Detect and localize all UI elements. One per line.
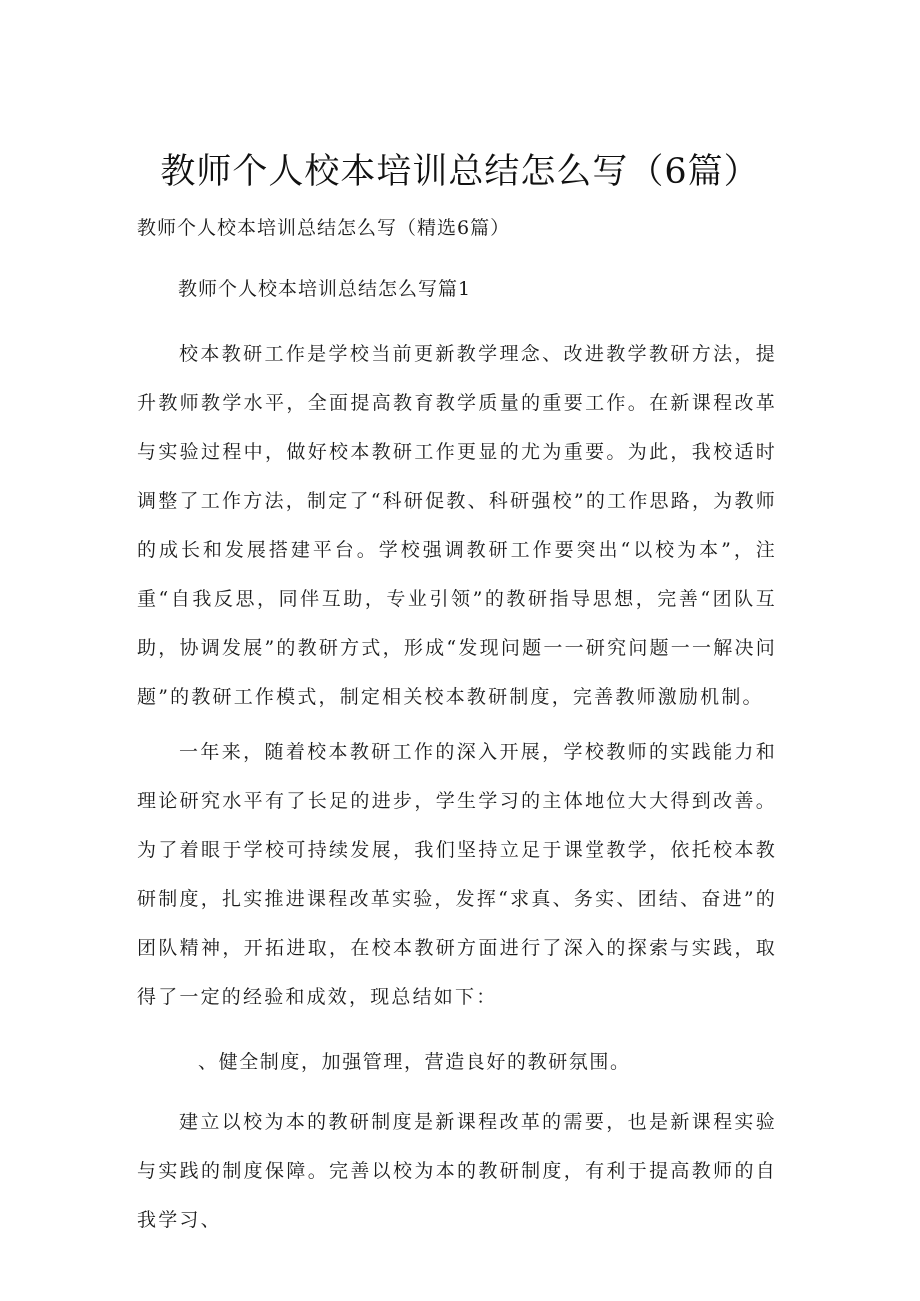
paragraph-2: 一年来，随着校本教研工作的深入开展，学校教师的实践能力和理论研究水平有了长足的进步，学生学习的主体地位大大得到改善。为了着眼于学校可持续发展，我们坚持立足于课堂教学，依托校本教研制度，扎实推进课程改革实验，发挥“求真、务实、团结、奋进”的团队精神，开拓进取，在校本教研方面进行了深入的探索与实践，取得了一定的经验和成效，现总结如下：	[137, 741, 777, 1008]
section-heading: 、健全制度，加强管理，营造良好的教研氛围。	[198, 1051, 631, 1073]
document-subtitle: 教师个人校本培训总结怎么写（精选6篇）	[137, 217, 511, 239]
document-title: 教师个人校本培训总结怎么写（6篇）	[160, 152, 760, 192]
paragraph-3: 建立以校为本的教研制度是新课程改革的需要，也是新课程实验与实践的制度保障。完善以校为本的教研制度，有利于提高教师的自我学习、	[137, 1111, 777, 1231]
section-title: 教师个人校本培训总结怎么写篇1	[178, 278, 472, 300]
paragraph-1: 校本教研工作是学校当前更新教学理念、改进教学教研方法，提升教师教学水平，全面提高教育教学质量的重要工作。在新课程改革与实验过程中，做好校本教研工作更显的尤为重要。为此，我校适时调整了工作方法，制定了“科研促教、科研强校”的工作思路，为教师的成长和发展搭建平台。学校强调教研工作要突出“以校为本”，注重“自我反思，同伴互助，专业引领”的教研指导思想，完善“团队互助，协调发展”的教研方式，形成“发现问题一一研究问题一一解决问题”的教研工作模式，制定相关校本教研制度，完善教师激励机制。	[137, 343, 777, 708]
